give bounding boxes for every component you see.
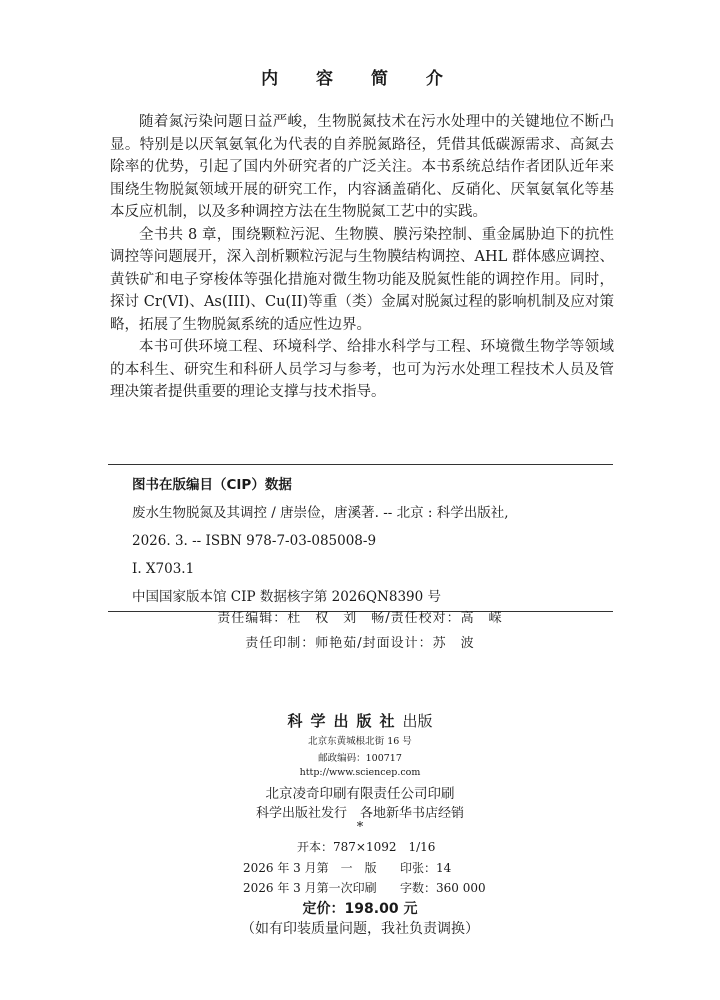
cip-block — [108, 464, 613, 612]
cip-line-record-number: 中国国家版本馆 CIP 数据核字第 2026QN8390 号 — [132, 589, 442, 605]
price: 定价：198.00 元 — [302, 901, 418, 917]
publisher-postcode: 邮政编码：100717 — [318, 753, 402, 764]
page-title: 内 容 简 介 — [261, 69, 459, 89]
publisher-address: 北京东黄城根北街 16 号 — [308, 736, 412, 747]
distribution-line: 科学出版社发行 各地新华书店经销 — [255, 806, 464, 821]
printer-line: 北京凌奇印刷有限责任公司印刷 — [265, 786, 455, 802]
separator-star: * — [356, 820, 364, 835]
word-count: 字数：360 000 — [400, 881, 486, 895]
editor-credits: 责任编辑：杜 权 刘 畅/责任校对：高 嵘 — [217, 611, 503, 626]
edition-date: 2026 年 3 月第 一 版 — [243, 861, 377, 875]
format-spec: 开本：787×1092 1/16 — [297, 840, 436, 854]
intro-section — [110, 111, 614, 404]
print-sheets: 印张：14 — [400, 861, 452, 875]
publisher-suffix: 出版 — [402, 712, 433, 730]
cip-line-classification: I. X703.1 — [132, 561, 195, 577]
quality-notice: （如有印装质量问题，我社负责调换） — [241, 921, 479, 937]
publisher-brand: 科学出版社 — [287, 712, 403, 730]
production-credits: 责任印制：师艳茹/封面设计：苏 波 — [245, 636, 475, 651]
print-date: 2026 年 3 月第一次印刷 — [243, 881, 377, 895]
cip-heading: 图书在版编目（CIP）数据 — [132, 477, 292, 493]
intro-paragraph-3: 本书可供环境工程、环境科学、给排水科学与工程、环境微生物学等领域的本科生、研究生和科研人员学习与参考，也可为污水处理工程技术人员及管理决策者提供重要的理论支撑与技术指导。 — [110, 339, 614, 400]
cip-line-isbn: 2026. 3. -- ISBN 978-7-03-085008-9 — [132, 533, 377, 549]
publisher-line — [0, 710, 720, 731]
cip-line-title: 废水生物脱氮及其调控 / 唐崇俭，唐溪著. -- 北京 : 科学出版社, — [132, 505, 509, 521]
publisher-url: http://www.sciencep.com — [299, 767, 421, 778]
intro-paragraph-2: 全书共 8 章，围绕颗粒污泥、生物膜、膜污染控制、重金属胁迫下的抗性调控等问题展开，深入剖析颗粒污泥与生物膜结构调控、AHL 群体感应调控、黄铁矿和电子穿梭体等强化措施对微生物功能及脱氮性能的调控作用。同时，探讨 Cr(VI)、As(III)、Cu(II)等重（类）金属对脱氮过程的影响机制及应对策略，拓展了生物脱氮系统的适应性边界。 — [110, 226, 614, 333]
intro-paragraph-1: 随着氮污染问题日益严峻，生物脱氮技术在污水处理中的关键地位不断凸显。特别是以厌氧氨氧化为代表的自养脱氮路径，凭借其低碳源需求、高氮去除率的优势，引起了国内外研究者的广泛关注。本书系统总结作者团队近年来围绕生物脱氮领域开展的研究工作，内容涵盖硝化、反硝化、厌氧氨氧化等基本反应机制，以及多种调控方法在生物脱氮工艺中的实践。 — [110, 114, 614, 220]
